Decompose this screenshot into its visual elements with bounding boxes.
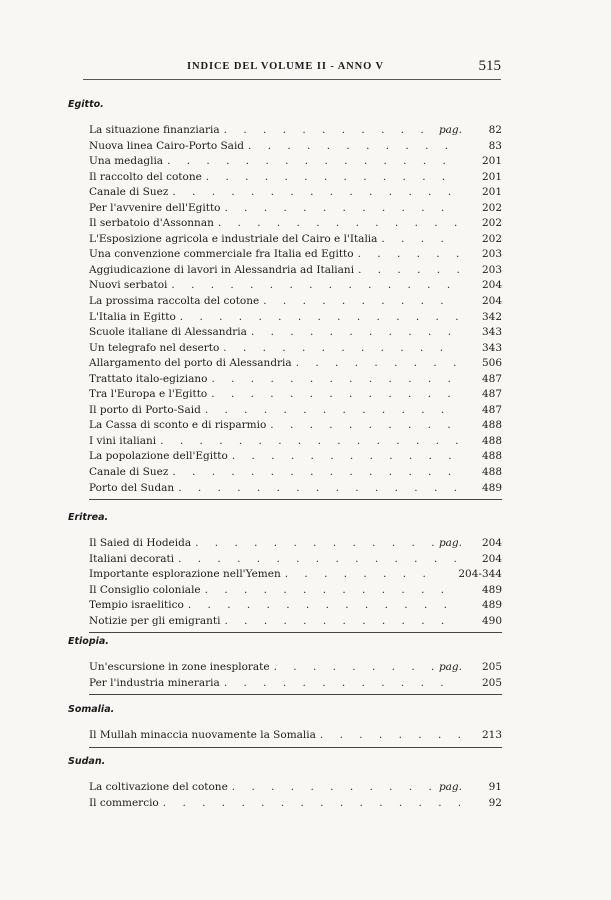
index-entry	[89, 660, 502, 676]
dot-leader	[168, 185, 460, 201]
entry-page: 213	[481, 729, 502, 741]
pag-label: pag.	[438, 661, 462, 673]
dot-leader	[219, 341, 460, 357]
entry-list	[89, 123, 502, 496]
section-rule	[89, 499, 502, 500]
section-etiopia	[68, 633, 502, 695]
entry-text: Allargamento del porto di Alessandria	[89, 357, 292, 370]
dot-leader	[377, 232, 460, 248]
entry-text: La Cassa di sconto e di risparmio	[89, 419, 267, 432]
entry-text: Il Consiglio coloniale	[89, 583, 201, 596]
header-rule	[83, 79, 501, 80]
index-entry	[89, 123, 502, 139]
entry-text: Una convenzione commerciale fra Italia ed Egitto	[89, 248, 354, 261]
index-entry	[89, 372, 502, 388]
entry-page: 488	[481, 419, 502, 432]
entry-page: 204	[481, 537, 502, 549]
dot-leader	[220, 676, 460, 692]
entry-page: 203	[481, 263, 502, 276]
entry-text: La popolazione dell'Egitto	[89, 450, 228, 463]
entry-text: Aggiudicazione di lavori in Alessandria ad Italiani	[89, 263, 355, 276]
index-entry	[89, 154, 502, 170]
entry-text: La coltivazione del cotone	[89, 781, 228, 793]
entry-text: Il commercio	[89, 796, 159, 809]
pag-label: pag.	[438, 537, 462, 549]
dot-leader	[220, 201, 460, 217]
dot-leader	[354, 247, 460, 263]
entry-page: 92	[488, 796, 502, 809]
section-rule	[89, 694, 502, 695]
index-entry	[89, 449, 502, 465]
dot-leader	[220, 123, 437, 139]
running-header	[83, 58, 501, 80]
dot-leader	[316, 728, 460, 744]
index-entry	[89, 170, 502, 186]
index-entry	[89, 465, 502, 481]
entry-page: 488	[481, 450, 502, 463]
entry-text: I vini italiani	[89, 434, 157, 447]
entry-page: 343	[481, 341, 502, 354]
dot-leader	[191, 536, 437, 552]
dot-leader	[220, 614, 460, 630]
entry-page: 204	[481, 295, 502, 308]
dot-leader	[156, 434, 460, 450]
entry-text: Canale di Suez	[89, 466, 169, 479]
entry-list	[89, 780, 502, 811]
dot-leader	[292, 356, 460, 372]
entry-text: Il serbatoio d'Assonnan	[89, 217, 214, 230]
dot-leader	[174, 552, 460, 568]
entry-page: 489	[481, 481, 502, 494]
index-entry	[89, 552, 502, 568]
entry-page: 204	[481, 552, 502, 565]
entry-page: 490	[481, 614, 502, 627]
index-entry	[89, 676, 502, 692]
entry-text: Nuova linea Cairo-Porto Said	[89, 139, 245, 152]
index-entry	[89, 583, 502, 599]
dot-leader	[247, 325, 460, 341]
entry-page: 487	[481, 372, 502, 385]
entry-text: La situazione finanziaria	[89, 124, 220, 136]
entry-text: Un'escursione in zone inesplorate	[89, 661, 270, 673]
dot-leader	[266, 418, 460, 434]
dot-leader	[176, 310, 460, 326]
section-egitto	[68, 96, 502, 500]
entry-page: 202	[481, 217, 502, 230]
index-entry	[89, 434, 502, 450]
dot-leader	[228, 449, 460, 465]
index-entry	[89, 418, 502, 434]
dot-leader	[281, 567, 438, 583]
index-entry	[89, 139, 502, 155]
index-entry	[89, 341, 502, 357]
dot-leader	[228, 780, 437, 796]
entry-page: 489	[481, 583, 502, 596]
index-entry	[89, 780, 502, 796]
dot-leader	[168, 465, 460, 481]
entry-page: 488	[481, 466, 502, 479]
index-entry	[89, 247, 502, 263]
entry-page: 489	[481, 599, 502, 612]
section-rule	[89, 747, 502, 748]
header-title: INDICE DEL VOLUME II - ANNO V	[187, 61, 385, 72]
dot-leader	[174, 481, 460, 497]
entry-page: 343	[481, 326, 502, 339]
dot-leader	[201, 583, 460, 599]
index-entry	[89, 614, 502, 630]
entry-page: 83	[488, 139, 502, 152]
index-entry	[89, 185, 502, 201]
entry-text: Una medaglia	[89, 155, 164, 168]
entry-text: Italiani decorati	[89, 552, 175, 565]
entry-page: 202	[481, 201, 502, 214]
dot-leader	[207, 387, 460, 403]
dot-leader	[167, 278, 460, 294]
entry-page: 91	[488, 781, 502, 793]
section-title: Somalia.	[68, 704, 115, 715]
entry-text: Il raccolto del cotone	[89, 170, 202, 183]
entry-page: 205	[481, 676, 502, 689]
entry-text: Trattato italo-egiziano	[89, 372, 208, 385]
section-eritrea	[68, 509, 502, 633]
entry-text: Il Mullah minaccia nuovamente la Somalia	[89, 729, 316, 741]
entry-text: L'Italia in Egitto	[89, 310, 176, 323]
entry-text: Porto del Sudan	[89, 481, 175, 494]
entry-page: 201	[481, 155, 502, 168]
dot-leader	[259, 294, 460, 310]
index-entry	[89, 201, 502, 217]
entry-text: Il Saied di Hodeida	[89, 537, 192, 549]
dot-leader	[270, 660, 437, 676]
index-entry	[89, 536, 502, 552]
entry-text: Per l'avvenire dell'Egitto	[89, 201, 221, 214]
dot-leader	[163, 154, 460, 170]
entry-list	[89, 660, 502, 691]
index-entry	[89, 728, 502, 744]
entry-text: Tempio israelitico	[89, 599, 184, 612]
pag-label: pag.	[438, 124, 462, 136]
index-entry	[89, 325, 502, 341]
entry-text: Canale di Suez	[89, 186, 169, 199]
entry-page: 201	[481, 186, 502, 199]
entry-list	[89, 536, 502, 629]
entry-page: 342	[481, 310, 502, 323]
dot-leader	[159, 796, 460, 812]
entry-text: Nuovi serbatoi	[89, 279, 168, 292]
index-entry	[89, 216, 502, 232]
entry-page: 204	[481, 279, 502, 292]
section-title: Egitto.	[68, 99, 104, 110]
section-title: Eritrea.	[68, 512, 109, 523]
entry-text: Scuole italiane di Alessandria	[89, 326, 247, 339]
entry-text: L'Esposizione agricola e industriale del Cairo e l'Italia	[89, 232, 378, 245]
entry-page: 487	[481, 388, 502, 401]
index-entry	[89, 598, 502, 614]
section-title: Sudan.	[68, 756, 106, 767]
entry-list	[89, 728, 502, 744]
index-entry	[89, 263, 502, 279]
index-entry	[89, 310, 502, 326]
entry-text: La prossima raccolta del cotone	[89, 295, 260, 308]
entry-page: 488	[481, 434, 502, 447]
entry-page: 203	[481, 248, 502, 261]
entry-page: 506	[481, 357, 502, 370]
index-entry	[89, 387, 502, 403]
pag-label: pag.	[438, 781, 462, 793]
dot-leader	[214, 216, 460, 232]
dot-leader	[354, 263, 460, 279]
index-entry	[89, 567, 502, 583]
index-entry	[89, 232, 502, 248]
index-entry	[89, 796, 502, 812]
entry-page: 82	[488, 124, 502, 136]
dot-leader	[201, 403, 460, 419]
page-number: 515	[478, 58, 501, 74]
entry-text: Un telegrafo nel deserto	[89, 341, 220, 354]
entry-text: Il porto di Porto-Said	[89, 403, 201, 416]
index-entry	[89, 278, 502, 294]
entry-text: Tra l'Europa e l'Egitto	[89, 388, 208, 401]
dot-leader	[184, 598, 460, 614]
section-sudan	[68, 753, 502, 811]
section-somalia	[68, 701, 502, 748]
index-entry	[89, 403, 502, 419]
entry-text: Notizie per gli emigranti	[89, 614, 221, 627]
index-entry	[89, 294, 502, 310]
dot-leader	[207, 372, 460, 388]
entry-page: 205	[481, 661, 502, 673]
index-entry	[89, 356, 502, 372]
entry-page: 202	[481, 232, 502, 245]
entry-page: 487	[481, 403, 502, 416]
entry-page: 204-344	[458, 568, 502, 581]
dot-leader	[244, 139, 460, 155]
entry-page: 201	[481, 170, 502, 183]
dot-leader	[202, 170, 460, 186]
section-title: Etiopia.	[68, 636, 109, 647]
entry-text: Importante esplorazione nell'Yemen	[89, 568, 281, 581]
entry-text: Per l'industria mineraria	[89, 676, 220, 689]
index-entry	[89, 481, 502, 497]
